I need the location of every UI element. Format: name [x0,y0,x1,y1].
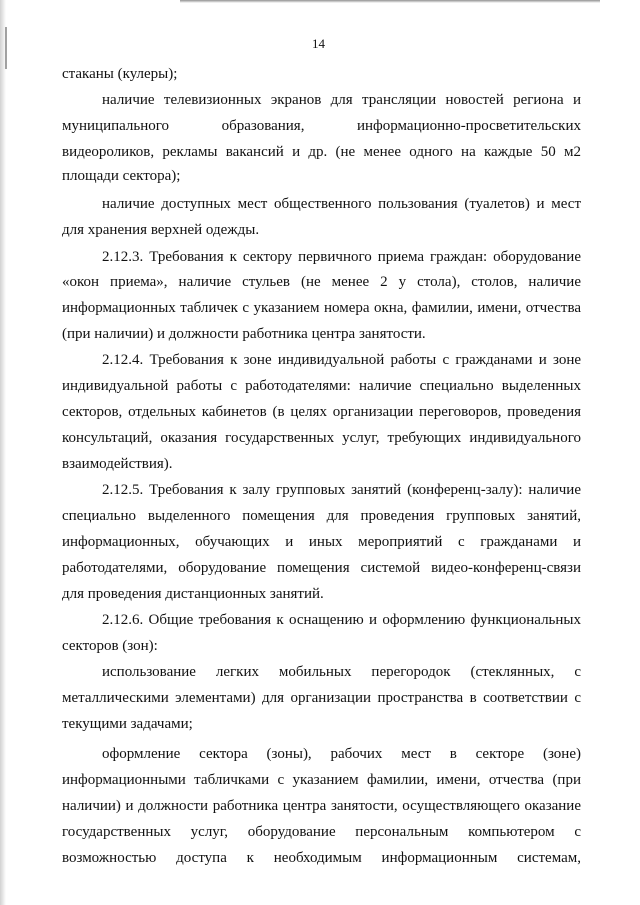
text-line: стаканы (кулеры); [62,66,178,82]
scan-top-edge [180,0,600,3]
text-line: 2.12.4. Требования к зоне индивидуальной работы с гражданами и зоне [102,352,581,368]
text-line: видеороликов, рекламы вакансий и др. (не менее одного на каждые 50 м2 [62,144,581,160]
text-line: информационными табличками с указанием фамилии, имени, отчества (при [62,772,581,788]
text-line: 2.12.6. Общие требования к оснащению и оформлению функциональных [102,612,581,628]
text-line: работодателями, оборудование помещения системой видео-конференц-связи [62,560,581,576]
text-line: использование легких мобильных перегородок (стеклянных, с [102,664,581,680]
text-line: для хранения верхней одежды. [62,222,260,238]
text-line: наличие доступных мест общественного пользования (туалетов) и мест [102,196,581,212]
text-line: секторов, отдельных кабинетов (в целях организации переговоров, проведения [62,404,581,420]
text-line: «окон приема», наличие стульев (не менее 2 у стола), столов, наличие [62,274,581,290]
text-line: наличии) и должности работника центра занятости, осуществляющего оказание [62,798,581,814]
text-line: секторов (зон): [62,638,158,654]
page-number: 14 [312,36,325,51]
scan-left-mark [5,27,7,69]
text-line: консультаций, оказания государственных услуг, требующих индивидуального [62,430,581,446]
text-line: взаимодействия). [62,456,173,472]
text-line: муниципального образования, информационно-просветительских [62,118,581,134]
text-line: для проведения дистанционных занятий. [62,586,324,602]
text-line: площади сектора); [62,168,181,184]
text-line: текущими задачами; [62,716,193,732]
text-line: индивидуальной работы с работодателями: наличие специально выделенных [62,378,581,394]
text-line: государственных услуг, оборудование персональным компьютером с [62,824,581,840]
text-line: специально выделенного помещения для проведения групповых занятий, [62,508,581,524]
scan-left-shadow [0,0,6,905]
text-line: металлическими элементами) для организации пространства в соответствии с [62,690,581,706]
text-line: наличие телевизионных экранов для трансляции новостей региона и [102,92,581,108]
text-line: возможностью доступа к необходимым информационным системам, [62,850,581,866]
text-line: информационных табличек с указанием номера окна, фамилии, имени, отчества [62,300,581,316]
text-line: 2.12.3. Требования к сектору первичного приема граждан: оборудование [102,249,581,265]
text-line: информационных, обучающих и иных мероприятий с гражданами и [62,534,581,550]
text-line: 2.12.5. Требования к залу групповых занятий (конференц-залу): наличие [102,482,581,498]
text-line: оформление сектора (зоны), рабочих мест в секторе (зоне) [102,746,581,762]
text-line: (при наличии) и должности работника центра занятости. [62,326,426,342]
